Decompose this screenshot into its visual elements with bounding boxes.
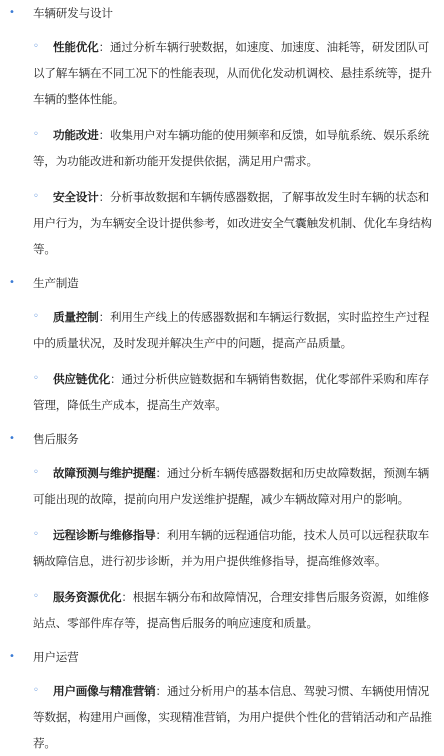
item-title: 用户画像与精准营销 (53, 684, 156, 698)
bullet-icon: ◦ (33, 685, 39, 696)
item-description: 通过分析车辆行驶数据，如速度、加速度、油耗等，研发团队可以了解车辆在不同工况下的性能表现，从而优化发动机调校、悬挂系统等，提升车辆的整体性能。 (33, 40, 432, 106)
item-separator: ： (155, 684, 167, 698)
list-item (33, 522, 436, 574)
item-description: 通过分析车辆传感器数据和历史故障数据，预测车辆可能出现的故障，提前向用户发送维护提醒，减少车辆故障对用户的影响。 (33, 466, 430, 506)
list-item (33, 584, 436, 636)
list-item (33, 122, 436, 174)
bullet-icon: • (9, 277, 15, 288)
bullet-icon: ◦ (33, 129, 39, 140)
item-description: 利用生产线上的传感器数据和车辆运行数据，实时监控生产过程中的质量状况，及时发现并解决生产中的问题，提高产品质量。 (33, 310, 430, 350)
document (0, 2, 444, 750)
list-item (33, 460, 436, 512)
item-title: 远程诊断与维修指导 (53, 528, 156, 542)
item-list (33, 34, 444, 262)
item-description: 分析事故数据和车辆传感器数据，了解事故发生时车辆的状态和用户行为，为车辆安全设计提供参考，如改进安全气囊触发机制、优化车身结构等。 (33, 190, 432, 256)
list-item (33, 304, 436, 356)
section-user-operations (0, 646, 444, 756)
bullet-icon: ◦ (33, 311, 39, 322)
item-separator: ： (155, 528, 167, 542)
section-after-sales (0, 428, 444, 636)
item-title: 功能改进 (53, 128, 99, 142)
item-separator: ： (98, 128, 110, 142)
item-separator: ： (98, 310, 110, 324)
item-list (33, 460, 444, 636)
section-title: 车辆研发与设计 (33, 6, 113, 20)
item-title: 故障预测与维护提醒 (53, 466, 156, 480)
item-description: 根据车辆分布和故障情况，合理安排售后服务资源，如维修站点、零部件库存等，提高售后服务的响应速度和质量。 (33, 590, 430, 630)
list-item (33, 184, 436, 262)
list-item (33, 678, 436, 756)
list-item (33, 34, 436, 112)
item-title: 安全设计 (53, 190, 99, 204)
section-manufacturing (0, 272, 444, 418)
item-separator: ： (109, 372, 122, 386)
bullet-icon: ◦ (33, 529, 39, 540)
item-description: 通过分析用户的基本信息、驾驶习惯、车辆使用情况等数据，构建用户画像，实现精准营销，为用户提供个性化的营销活动和产品推荐。 (33, 684, 432, 750)
item-list (33, 678, 444, 756)
item-description: 通过分析供应链数据和车辆销售数据，优化零部件采购和库存管理，降低生产成本，提高生产效率。 (33, 372, 430, 412)
bullet-icon: ◦ (33, 191, 39, 202)
item-title: 供应链优化 (53, 372, 110, 386)
item-title: 性能优化 (53, 40, 99, 54)
item-separator: ： (121, 590, 133, 604)
list-item (33, 366, 436, 418)
bullet-icon: ◦ (33, 41, 39, 52)
bullet-icon: ◦ (33, 373, 39, 384)
bullet-icon: • (9, 651, 15, 662)
item-title: 质量控制 (53, 310, 99, 324)
bullet-icon: ◦ (33, 591, 39, 602)
bullet-icon: ◦ (33, 467, 39, 478)
item-description: 收集用户对车辆功能的使用频率和反馈，如导航系统、娱乐系统等，为功能改进和新功能开发提供依据，满足用户需求。 (33, 128, 430, 168)
item-separator: ： (98, 40, 110, 54)
bullet-icon: • (9, 7, 15, 18)
section-rd-design (0, 2, 444, 262)
item-separator: ： (155, 466, 167, 480)
item-list (33, 304, 444, 418)
item-separator: ： (98, 190, 110, 204)
section-title: 用户运营 (33, 650, 79, 664)
item-description: 利用车辆的远程通信功能，技术人员可以远程获取车辆故障信息，进行初步诊断，并为用户提供维修指导，提高维修效率。 (33, 528, 430, 568)
section-title: 售后服务 (33, 432, 79, 446)
item-title: 服务资源优化 (53, 590, 122, 604)
section-title: 生产制造 (33, 276, 79, 290)
bullet-icon: • (9, 433, 15, 444)
